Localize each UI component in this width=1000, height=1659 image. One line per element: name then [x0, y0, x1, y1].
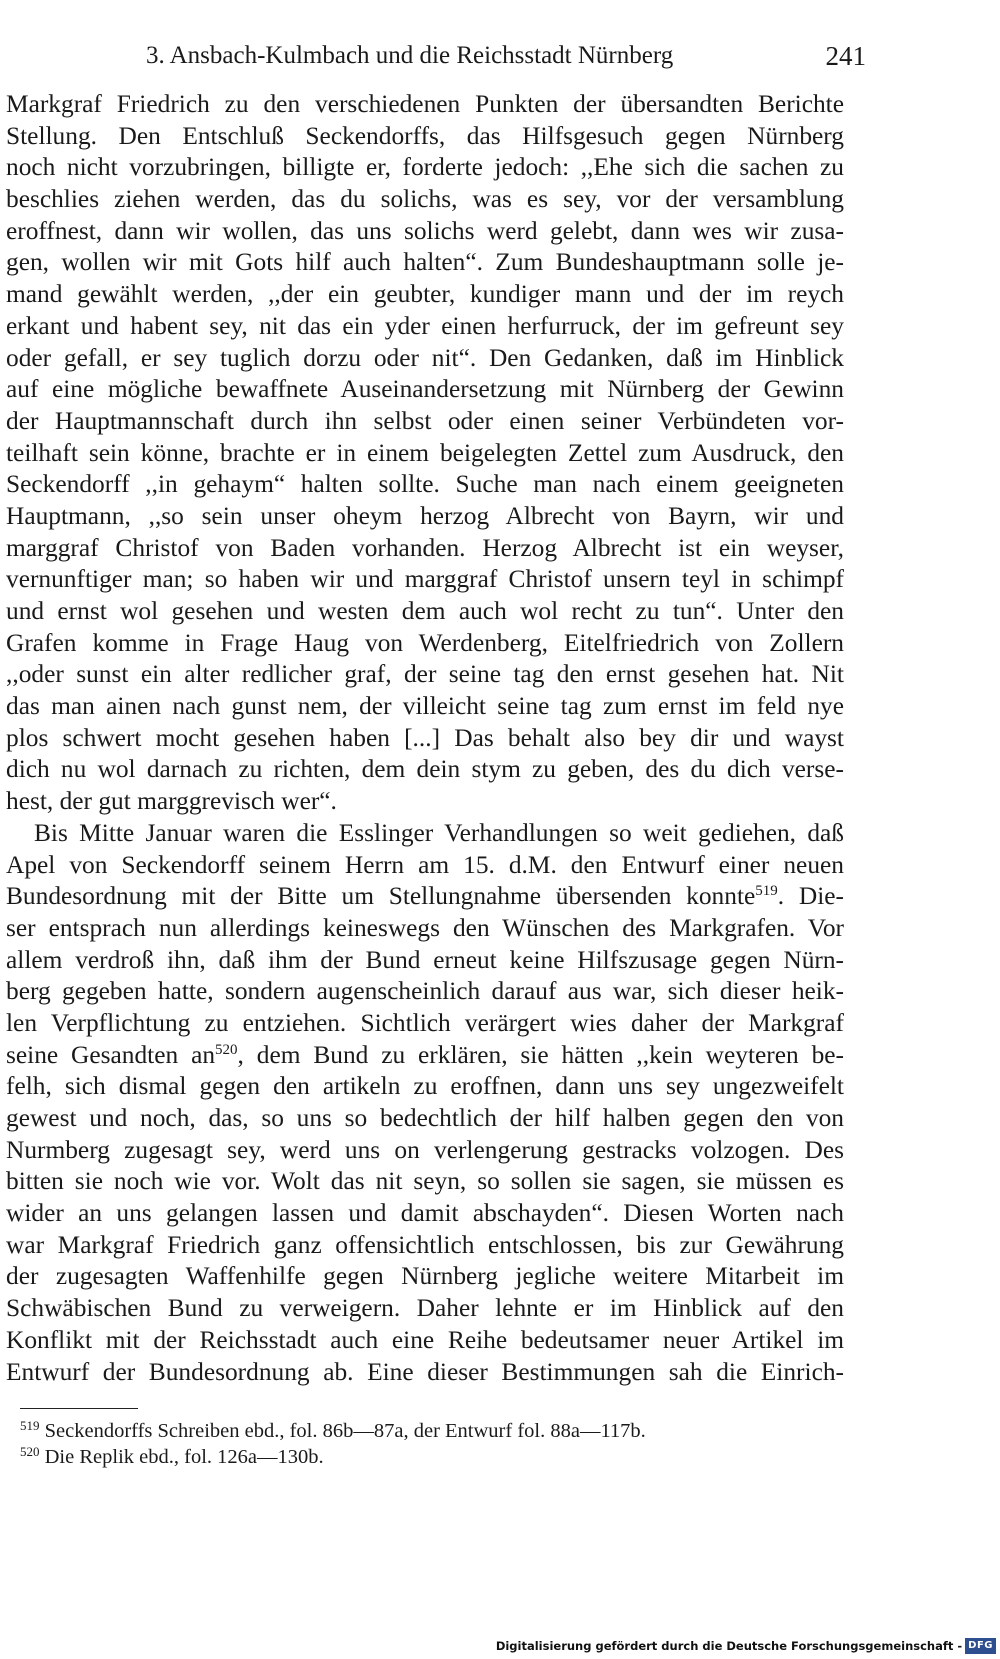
- text-line: Entwurf der Bundesordnung ab. Eine dieser Bestimmungen sah die Einrich-: [6, 1357, 844, 1386]
- footnote-number: 519: [20, 1418, 40, 1433]
- text-line: marggraf Christof von Baden vorhanden. Herzog Albrecht ist ein weyser,: [6, 533, 844, 562]
- footnotes: [20, 1418, 840, 1470]
- text-line: gewest und noch, das, so uns so bedechtlich der hilf halben gegen den von: [6, 1104, 844, 1132]
- text-line-with-note: [6, 881, 844, 913]
- digitization-credit: [496, 1636, 996, 1656]
- text-line: gen, wollen wir mit Gots hilf auch halten“. Zum Bundeshauptmann solle je-: [6, 248, 844, 277]
- footnote-number: 520: [20, 1444, 40, 1459]
- text-line: der Hauptmannschaft durch ihn selbst oder einen seiner Verbündeten vor-: [6, 406, 844, 435]
- dfg-logo[interactable]: DFG: [965, 1638, 996, 1654]
- text-line: teilhaft sein könne, brachte er in einem beigelegten Zettel zum Ausdruck, den: [6, 438, 844, 467]
- text-run: , dem Bund zu erklären, sie hätten ,,kein weyteren be-: [237, 1040, 844, 1069]
- text-line: und ernst wol gesehen und westen dem auch wol recht zu tun“. Unter den: [6, 597, 844, 625]
- paragraph-first-line: Bis Mitte Januar waren die Esslinger Verhandlungen so weit gediehen, daß: [34, 818, 844, 847]
- text-line: ser entsprach nun allerdings keineswegs den Wünschen des Markgrafen. Vor: [6, 913, 844, 942]
- footnote-divider: [20, 1408, 138, 1409]
- running-header: [146, 38, 866, 74]
- footnote-520: [20, 1444, 840, 1470]
- text-line: len Verpflichtung zu entziehen. Sichtlich verärgert wies daher der Markgraf: [6, 1008, 844, 1037]
- text-line: war Markgraf Friedrich ganz offensichtlich entschlossen, bis zur Gewährung: [6, 1230, 844, 1259]
- footnote-text: Seckendorffs Schreiben ebd., fol. 86b—87a, der Entwurf fol. 88a—117b.: [44, 1420, 646, 1442]
- text-line: dich nu wol darnach zu richten, dem dein stym zu geben, des du dich verse-: [6, 755, 844, 784]
- text-line-with-note: [6, 1040, 844, 1072]
- text-line: das man ainen nach gunst nem, der villeicht seine tag zum ernst im feld nye: [6, 692, 844, 721]
- text-run: Bundesordnung mit der Bitte um Stellungnahme übersenden konnte: [6, 882, 756, 911]
- text-line: Nurmberg zugesagt sey, werd uns on verlengerung gestracks volzogen. Des: [6, 1135, 844, 1164]
- text-line: mand gewählt werden, ,,der ein geubter, kundiger mann und der im reych: [6, 280, 844, 309]
- text-line: ,,oder sunst ein alter redlicher graf, der seine tag den ernst gesehen hat. Nit: [6, 660, 844, 689]
- text-line: berg gegeben hatte, sondern augenscheinlich darauf aus war, sich dieser heik-: [6, 977, 844, 1006]
- text-line: allem verdroß ihn, daß ihm der Bund erneut keine Hilfszusage gegen Nürn-: [6, 945, 844, 974]
- text-line: beschlies ziehen werden, das du solichs, was es sey, vor der versamblung: [6, 185, 844, 214]
- text-line: Apel von Seckendorff seinem Herrn am 15. d.M. den Entwurf einer neuen: [6, 850, 844, 879]
- text-line: Schwäbischen Bund zu verweigern. Daher lehnte er im Hinblick auf den: [6, 1294, 844, 1323]
- text-line: Grafen komme in Frage Haug von Werdenberg, Eitelfriedrich von Zollern: [6, 628, 844, 657]
- text-line: wider an uns gelangen lassen und damit abschayden“. Diesen Worten nach: [6, 1199, 844, 1228]
- text-line: Markgraf Friedrich zu den verschiedenen Punkten der übersandten Berichte: [6, 90, 844, 118]
- text-line: oder gefall, er sey tuglich dorzu oder nit“. Den Gedanken, daß im Hinblick: [6, 343, 844, 372]
- text-line: vernunftiger man; so haben wir und marggraf Christof unsern teyl in schimpf: [6, 565, 844, 594]
- text-line: noch nicht vorzubringen, billigte er, forderte jedoch: ,,Ehe sich die sachen zu: [6, 153, 844, 182]
- body-text: [6, 89, 844, 1388]
- paragraph-last-line: hest, der gut marggrevisch wer“.: [6, 787, 337, 816]
- text-line: Seckendorff ,,in gehaym“ halten sollte. Suche man nach einem geeigneten: [6, 470, 844, 499]
- credit-text: Digitalisierung gefördert durch die Deutsche Forschungsgemeinschaft -: [495, 1639, 963, 1653]
- footnote-ref-519[interactable]: 519: [755, 883, 778, 900]
- text-line: bitten sie noch wie vor. Wolt das nit seyn, so sollen sie sagen, sie müssen es: [6, 1167, 844, 1196]
- page-number: 241: [825, 41, 866, 71]
- text-line: eroffnest, dann wir wollen, das uns solichs werd gelebt, dann wes wir zusa-: [6, 216, 844, 245]
- text-run: seine Gesandten an: [6, 1040, 216, 1069]
- text-line: Stellung. Den Entschluß Seckendorffs, das Hilfsgesuch gegen Nürnberg: [6, 121, 844, 150]
- running-title: 3. Ansbach-Kulmbach und die Reichsstadt Nürnberg: [146, 42, 674, 69]
- text-line: felh, sich dismal gegen den artikeln zu eroffnen, dann uns sey ungezweifelt: [6, 1072, 844, 1101]
- footnote-519: [20, 1418, 840, 1444]
- text-line: erkant und habent sey, nit das ein yder einen herfurruck, der im gefreunt sey: [6, 311, 844, 340]
- footnote-ref-520[interactable]: 520: [215, 1041, 238, 1058]
- text-line: plos schwert mocht gesehen haben [...] Das behalt also bey dir und wayst: [6, 723, 844, 752]
- text-line: auf eine mögliche bewaffnete Auseinandersetzung mit Nürnberg der Gewinn: [6, 375, 844, 404]
- footnote-text: Die Replik ebd., fol. 126a—130b.: [44, 1446, 324, 1468]
- text-line: der zugesagten Waffenhilfe gegen Nürnberg jegliche weitere Mitarbeit im: [6, 1262, 844, 1291]
- text-line: Hauptmann, ,,so sein unser oheym herzog Albrecht von Bayrn, wir und: [6, 501, 844, 530]
- text-line: Konflikt mit der Reichsstadt auch eine Reihe bedeutsamer neuer Artikel im: [6, 1325, 844, 1354]
- text-run: . Die-: [777, 882, 845, 911]
